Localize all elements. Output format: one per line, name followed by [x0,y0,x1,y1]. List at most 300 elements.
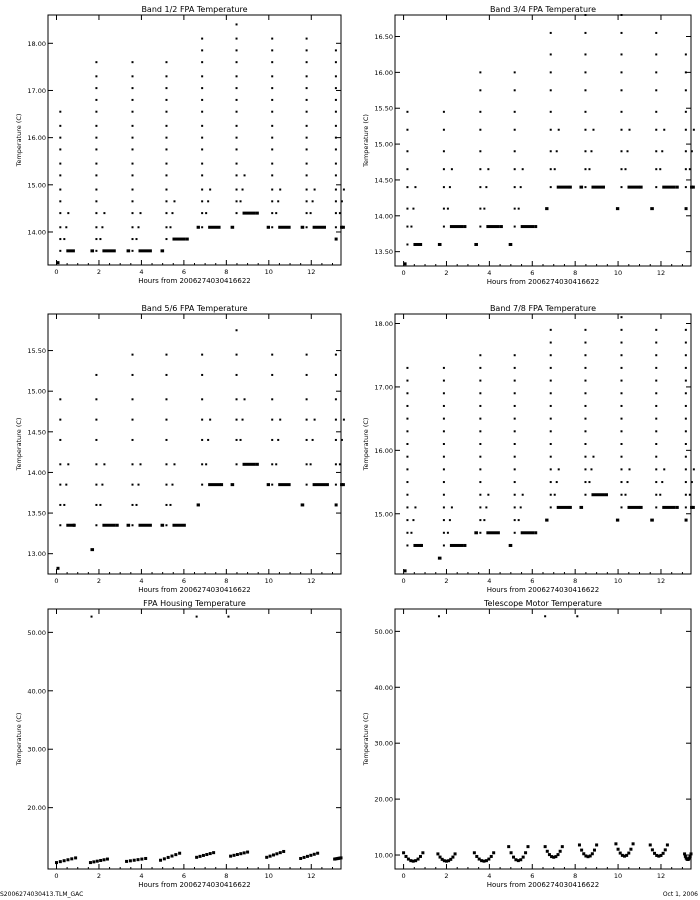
data-point [550,71,552,73]
data-point [514,481,516,483]
data-point [132,87,134,89]
data-point [406,481,408,483]
data-point [271,148,273,150]
data-point [421,851,424,854]
data-point [339,212,341,214]
data-point [312,439,314,441]
data-point [406,430,408,432]
data-point [690,852,693,855]
data-point [591,852,594,855]
data-point [306,111,308,113]
data-point [236,75,238,77]
chart-title: Band 1/2 FPA Temperature [141,5,248,14]
data-point [451,856,454,859]
data-point [201,200,203,202]
data-point [172,238,185,241]
data-point [59,111,61,113]
data-point [546,850,549,853]
data-point [227,616,229,618]
data-point [95,250,97,252]
data-point [640,506,643,509]
data-point [406,506,408,508]
data-point [279,851,282,854]
telescope-motor-temperature-chart [350,600,700,890]
data-point [406,544,408,546]
data-point [243,851,246,854]
data-point [236,148,238,150]
data-point [689,168,691,170]
data-point [655,53,657,55]
data-point [685,468,687,470]
data-point [655,405,657,407]
data-point [137,858,140,861]
data-point [685,129,687,131]
data-point [335,200,337,202]
data-point [326,483,329,486]
data-point [621,111,623,113]
data-point [335,125,337,127]
data-point [621,456,623,458]
data-point [655,494,657,496]
data-point [443,208,445,210]
data-point [240,200,242,202]
data-point [59,419,61,421]
data-point [59,148,61,150]
data-points [404,14,695,265]
data-point [165,238,167,240]
data-point [59,238,61,240]
data-point [514,519,516,521]
data-point [685,405,687,407]
data-point [534,531,537,534]
data-point [236,853,239,856]
y-axis-label: Temperature (C) [362,114,370,167]
data-point [685,443,687,445]
data-point [443,468,445,470]
data-point [101,484,103,486]
data-point [485,506,487,508]
data-point [621,380,623,382]
data-point [95,148,97,150]
x-tick-label: 12 [307,268,316,276]
y-tick-label: 50.00 [374,627,393,636]
data-point [443,150,445,152]
data-point [306,174,308,176]
data-point [514,443,516,445]
data-point [659,168,661,170]
x-tick-label: 8 [224,872,229,880]
data-point [209,419,211,421]
data-point [201,463,203,465]
data-point [132,238,134,240]
data-point [301,226,305,229]
data-point [486,225,500,228]
data-point [685,392,687,394]
data-point [132,163,134,165]
data-point [267,483,270,486]
data-point [438,557,442,560]
data-point [271,374,273,376]
data-point [59,524,61,526]
data-point [201,137,203,139]
chart-title: Band 5/6 FPA Temperature [141,304,248,313]
data-point [95,504,97,506]
plot-frame [395,15,691,266]
data-points [56,23,344,264]
data-point [316,852,319,855]
data-point [139,524,152,527]
data-point [165,374,167,376]
y-tick-label: 14.50 [27,428,46,437]
data-point [140,212,142,214]
data-point [165,212,167,214]
data-point [402,851,405,854]
data-point [685,186,687,188]
data-point [236,419,238,421]
data-point [406,405,408,407]
data-point [518,519,520,521]
data-point [404,569,407,572]
data-point [621,186,623,188]
data-point [271,200,273,202]
data-point [558,468,560,470]
data-point [314,189,316,191]
data-point [256,463,259,466]
data-point [479,418,481,420]
data-point [132,61,134,63]
data-points [404,316,695,572]
data-point [63,238,65,240]
data-point [691,150,693,152]
data-point [554,494,556,496]
data-point [519,858,522,861]
data-point [95,212,97,214]
data-point [165,163,167,165]
data-point [138,226,140,228]
data-point [522,168,524,170]
data-point [479,226,481,228]
data-point [132,419,134,421]
x-tick-label: 2 [444,577,449,585]
data-point [229,855,232,858]
data-point [279,189,281,191]
data-point [662,186,676,189]
data-point [140,858,143,861]
data-point [335,75,337,77]
x-tick-label: 2 [96,872,102,880]
x-tick-label: 8 [224,577,229,585]
y-tick-label: 13.00 [27,550,46,559]
data-point [136,504,138,506]
y-axis-label: Temperature (C) [15,113,23,167]
data-point [676,186,679,189]
data-point [557,506,570,509]
data-point [479,111,481,113]
x-axis-label: Hours from 2006274030416622 [138,881,251,889]
data-point [201,148,203,150]
data-point [621,32,623,34]
data-point [479,519,481,521]
data-point [592,456,594,458]
data-point [584,14,586,16]
data-point [629,848,632,851]
data-point [169,504,171,506]
y-tick-label: 17.00 [27,86,46,95]
x-tick-label: 0 [401,872,406,880]
data-point [335,398,337,400]
data-point [514,380,516,382]
data-point [271,463,273,465]
data-point [272,853,275,856]
data-point [56,567,59,570]
data-point [208,483,220,486]
data-point [514,494,516,496]
data-point [479,367,481,369]
data-point [271,87,273,89]
data-point [666,843,669,846]
x-tick-label: 8 [573,269,578,277]
data-point [197,226,200,229]
data-point [479,208,481,210]
data-point [605,493,608,496]
data-point [132,524,134,526]
data-point [102,249,115,252]
data-point [632,842,635,845]
data-point [621,494,623,496]
data-point [514,111,516,113]
data-point [165,463,167,465]
data-point [558,129,560,131]
data-point [514,89,516,91]
y-tick-label: 14.00 [27,468,46,477]
data-point [621,53,623,55]
data-point [161,249,165,252]
data-point [479,186,481,188]
data-point [514,418,516,420]
data-point [406,468,408,470]
data-point [559,850,562,853]
data-point [95,226,97,228]
data-point [584,329,586,331]
data-point [490,855,493,858]
data-point [514,129,516,131]
data-point [271,125,273,127]
data-point [592,129,594,131]
data-point [59,226,61,228]
y-tick-label: 16.00 [374,446,393,455]
data-point [479,71,481,73]
data-point [271,439,273,441]
data-point [59,504,61,506]
data-point [282,850,285,853]
data-point [479,481,481,483]
data-point [443,519,445,521]
data-point [588,168,590,170]
data-point [545,519,548,522]
footer-filename: S2006274030413.TLM_GAC [0,891,84,898]
data-point [132,174,134,176]
data-point [463,225,466,228]
data-point [651,848,654,851]
data-point [165,61,167,63]
data-point [306,419,308,421]
data-point [335,354,337,356]
data-point [132,439,134,441]
data-point [487,168,489,170]
data-point [59,484,61,486]
data-point [621,468,623,470]
data-point [236,439,238,441]
x-tick-label: 6 [530,269,535,277]
data-point [56,261,59,264]
data-point [621,405,623,407]
data-point [95,189,97,191]
y-tick-label: 18.00 [27,39,46,48]
data-point [463,544,466,547]
band-12-fpa-temperature-chart [0,0,350,300]
data-point [341,439,343,441]
data-point [165,354,167,356]
data-point [655,329,657,331]
data-point [410,532,412,534]
data-point [306,354,308,356]
data-point [201,212,203,214]
data-point [165,99,167,101]
data-point [487,858,490,861]
data-point [676,506,679,509]
data-point [649,843,652,846]
y-tick-label: 30.00 [27,745,46,754]
data-point [451,506,453,508]
y-tick-label: 18.00 [374,320,393,329]
y-tick-label: 10.00 [374,851,393,860]
data-point [201,174,203,176]
data-point [314,419,316,421]
data-point [132,354,134,356]
x-tick-label: 0 [401,577,406,585]
data-point [201,75,203,77]
data-point [67,463,69,465]
data-point [209,852,212,855]
data-point [67,212,69,214]
data-point [165,504,167,506]
data-point [195,856,198,859]
y-tick-label: 13.50 [27,509,46,518]
data-point [201,226,203,228]
y-tick-label: 15.00 [374,140,393,149]
data-point [584,53,586,55]
data-point [335,99,337,101]
data-point [242,419,244,421]
data-point [483,208,485,210]
plot-frame [395,609,691,869]
data-point [593,849,596,852]
data-point [96,860,99,863]
data-point [65,226,67,228]
data-point [576,615,578,617]
data-point [132,200,134,202]
data-point [685,53,687,55]
data-point [159,859,162,862]
data-point [59,860,62,863]
x-tick-label: 4 [487,872,492,880]
data-point [201,125,203,127]
data-point [627,481,629,483]
data-point [412,519,414,521]
data-point [341,200,343,202]
data-point [625,494,627,496]
data-point [132,463,134,465]
data-point [174,853,177,856]
x-tick-label: 10 [613,269,623,277]
data-point [125,860,128,863]
x-tick-label: 8 [224,268,229,276]
data-point [340,226,343,229]
x-tick-label: 4 [487,577,492,585]
data-point [306,484,308,486]
data-point [306,439,308,441]
data-point [443,418,445,420]
data-point [554,168,556,170]
data-point [479,89,481,91]
data-point [199,855,202,858]
plot-frame [48,15,341,265]
data-point [236,87,238,89]
data-point [514,532,516,534]
data-point [306,212,308,214]
data-point [685,380,687,382]
data-point [404,855,407,858]
data-point [275,852,278,855]
y-tick-label: 14.00 [27,228,46,237]
chart-title: Telescope Motor Temperature [484,599,602,608]
data-point [443,186,445,188]
y-tick-label: 30.00 [374,739,393,748]
data-point [132,75,134,77]
x-tick-label: 12 [307,872,316,880]
data-point [299,857,302,860]
data-point [201,99,203,101]
x-tick-label: 0 [54,872,59,880]
x-tick-label: 8 [573,872,578,880]
data-point [169,226,171,228]
data-point [447,532,449,534]
data-point [309,854,312,857]
data-point [201,439,203,441]
data-point [59,125,61,127]
band-78-fpa-temperature-chart [350,300,700,600]
data-point [451,168,453,170]
data-point [406,380,408,382]
data-point [306,374,308,376]
data-point [271,99,273,101]
data-point [196,616,198,618]
data-point [659,494,661,496]
data-point [339,463,341,465]
y-tick-label: 17.00 [374,383,393,392]
data-point [655,150,657,152]
data-point [201,374,203,376]
data-point [306,189,308,191]
data-point [99,504,101,506]
data-point [518,208,520,210]
data-point [178,852,181,855]
data-point [236,354,238,356]
data-point [138,484,140,486]
data-point [271,174,273,176]
data-point [550,430,552,432]
data-point [685,456,687,458]
